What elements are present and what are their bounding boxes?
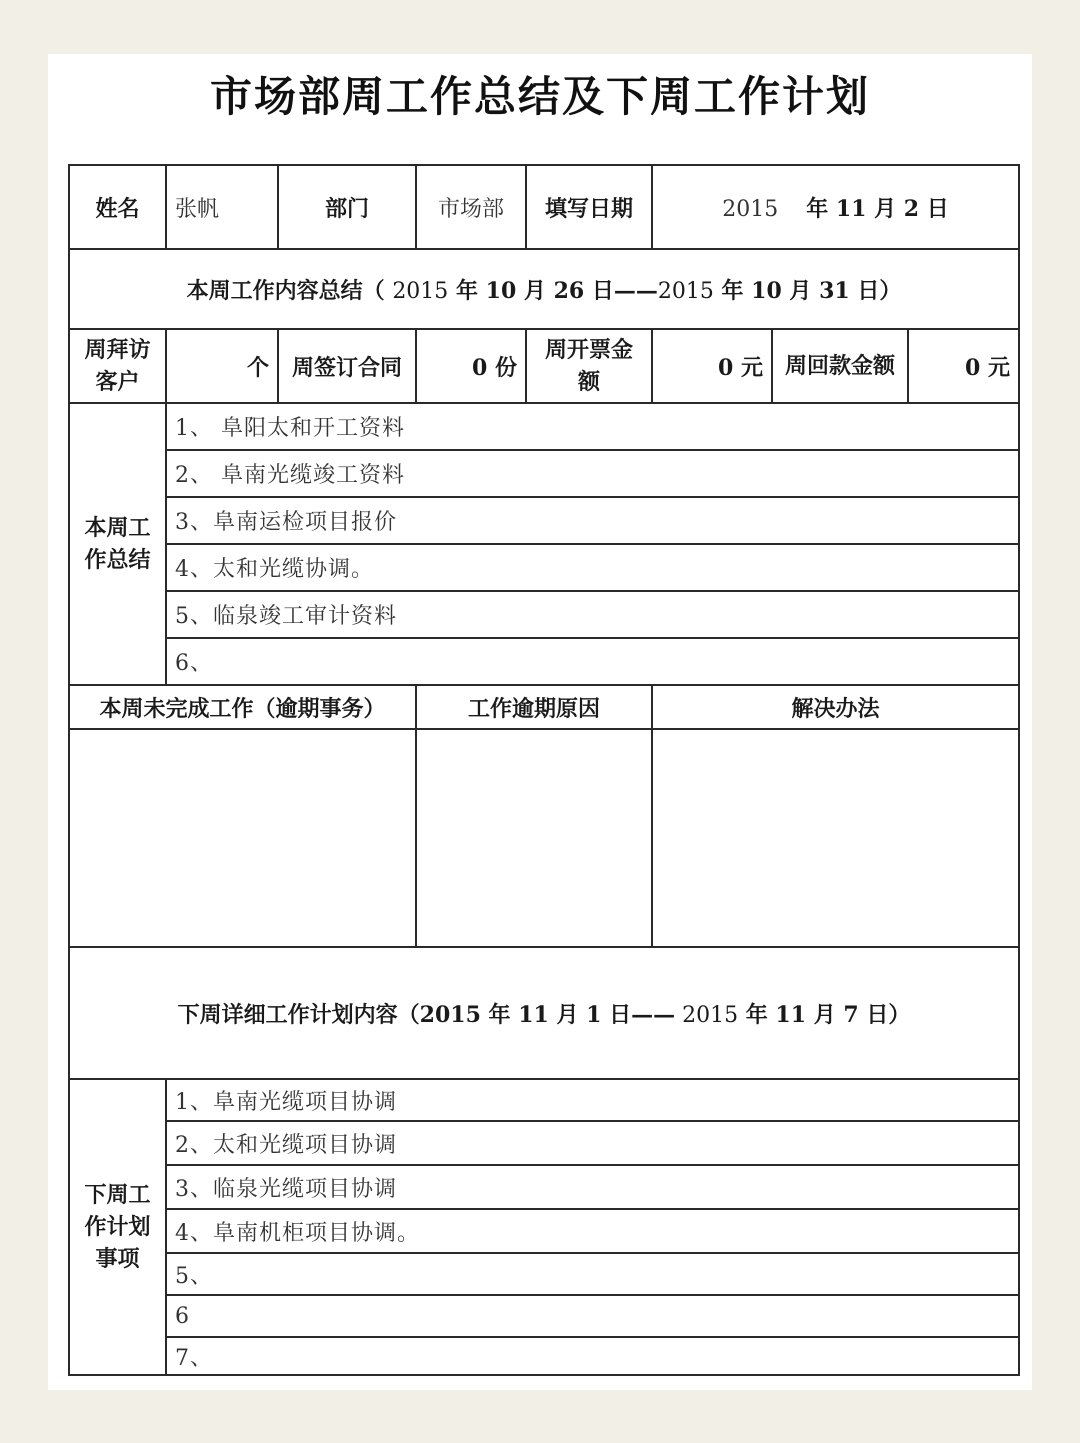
name-label: 姓名: [69, 165, 166, 249]
next-week-item: 1、阜南光缆项目协调: [166, 1079, 1019, 1121]
overdue-unfinished-cell: [69, 729, 416, 947]
invoice-value: 0 元: [652, 329, 772, 403]
date-label: 填写日期: [526, 165, 652, 249]
next-week-item: 2、太和光缆项目协调: [166, 1121, 1019, 1165]
stats-row: [69, 329, 1019, 403]
next-week-item: 6: [166, 1295, 1019, 1337]
next-header-year: 2015: [675, 1002, 739, 1028]
summary-year-1: 2015: [392, 278, 449, 304]
summary-year-2: 2015: [657, 278, 714, 304]
next-week-row: [69, 1253, 1019, 1295]
this-week-row: [69, 450, 1019, 497]
contracts-label: 周签订合同: [278, 329, 416, 403]
next-week-label: 下周工作计划事项: [69, 1079, 166, 1375]
this-week-row: [69, 544, 1019, 591]
this-week-item: 6、: [166, 638, 1019, 685]
contracts-value: 0 份: [416, 329, 526, 403]
next-header-prefix: 下周详细工作计划内容（2015 年 11 月 1 日——: [177, 1001, 676, 1028]
summary-date-2: 年 10 月 31 日）: [713, 277, 902, 304]
summary-header: [69, 249, 1019, 329]
date-value: [652, 165, 1019, 249]
invoice-label: 周开票金额: [526, 329, 652, 403]
name-value: 张帆: [166, 165, 278, 249]
payment-label: 周回款金额: [772, 329, 908, 403]
overdue-reason-cell: [416, 729, 652, 947]
visits-label: 周拜访客户: [69, 329, 166, 403]
visits-value: 个: [166, 329, 278, 403]
next-week-item: 4、阜南机柜项目协调。: [166, 1209, 1019, 1253]
overdue-col-reason: 工作逾期原因: [416, 685, 652, 729]
dept-value: 市场部: [416, 165, 526, 249]
next-header: [69, 947, 1019, 1079]
next-week-row: [69, 1121, 1019, 1165]
next-week-item: 5、: [166, 1253, 1019, 1295]
this-week-row: [69, 591, 1019, 638]
info-row: [69, 165, 1019, 249]
summary-header-row: [69, 249, 1019, 329]
next-week-row: [69, 1337, 1019, 1375]
summary-prefix: 本周工作内容总结（: [186, 277, 385, 304]
next-week-row: [69, 1295, 1019, 1337]
overdue-header-row: [69, 685, 1019, 729]
this-week-item: 1、 阜阳太和开工资料: [166, 403, 1019, 450]
overdue-col-solution: 解决办法: [652, 685, 1019, 729]
this-week-row: [69, 497, 1019, 544]
this-week-row: [69, 638, 1019, 685]
this-week-label: 本周工作总结: [69, 403, 166, 685]
page-title: 市场部周工作总结及下周工作计划: [209, 72, 870, 121]
next-week-item: 3、临泉光缆项目协调: [166, 1165, 1019, 1209]
this-week-item: 3、阜南运检项目报价: [166, 497, 1019, 544]
next-header-suffix: 年 11 月 7 日）: [738, 1001, 911, 1028]
this-week-item: 5、临泉竣工审计资料: [166, 591, 1019, 638]
next-week-item: 7、: [166, 1337, 1019, 1375]
next-header-row: [69, 947, 1019, 1079]
overdue-solution-cell: [652, 729, 1019, 947]
next-week-row: [69, 1079, 1019, 1121]
overdue-col-unfinished: 本周未完成工作（逾期事务）: [69, 685, 416, 729]
this-week-item: 2、 阜南光缆竣工资料: [166, 450, 1019, 497]
report-table: [68, 164, 1020, 1376]
summary-date-1: 年 10 月 26 日——: [448, 277, 658, 304]
next-week-row: [69, 1165, 1019, 1209]
date-year: 2015: [722, 196, 779, 222]
date-rest: 年 11 月 2 日: [806, 195, 949, 222]
this-week-row: [69, 403, 1019, 450]
form-sheet: [48, 54, 1032, 1390]
payment-value: 0 元: [908, 329, 1019, 403]
overdue-body-row: [69, 729, 1019, 947]
this-week-item: 4、太和光缆协调。: [166, 544, 1019, 591]
next-week-row: [69, 1209, 1019, 1253]
dept-label: 部门: [278, 165, 416, 249]
